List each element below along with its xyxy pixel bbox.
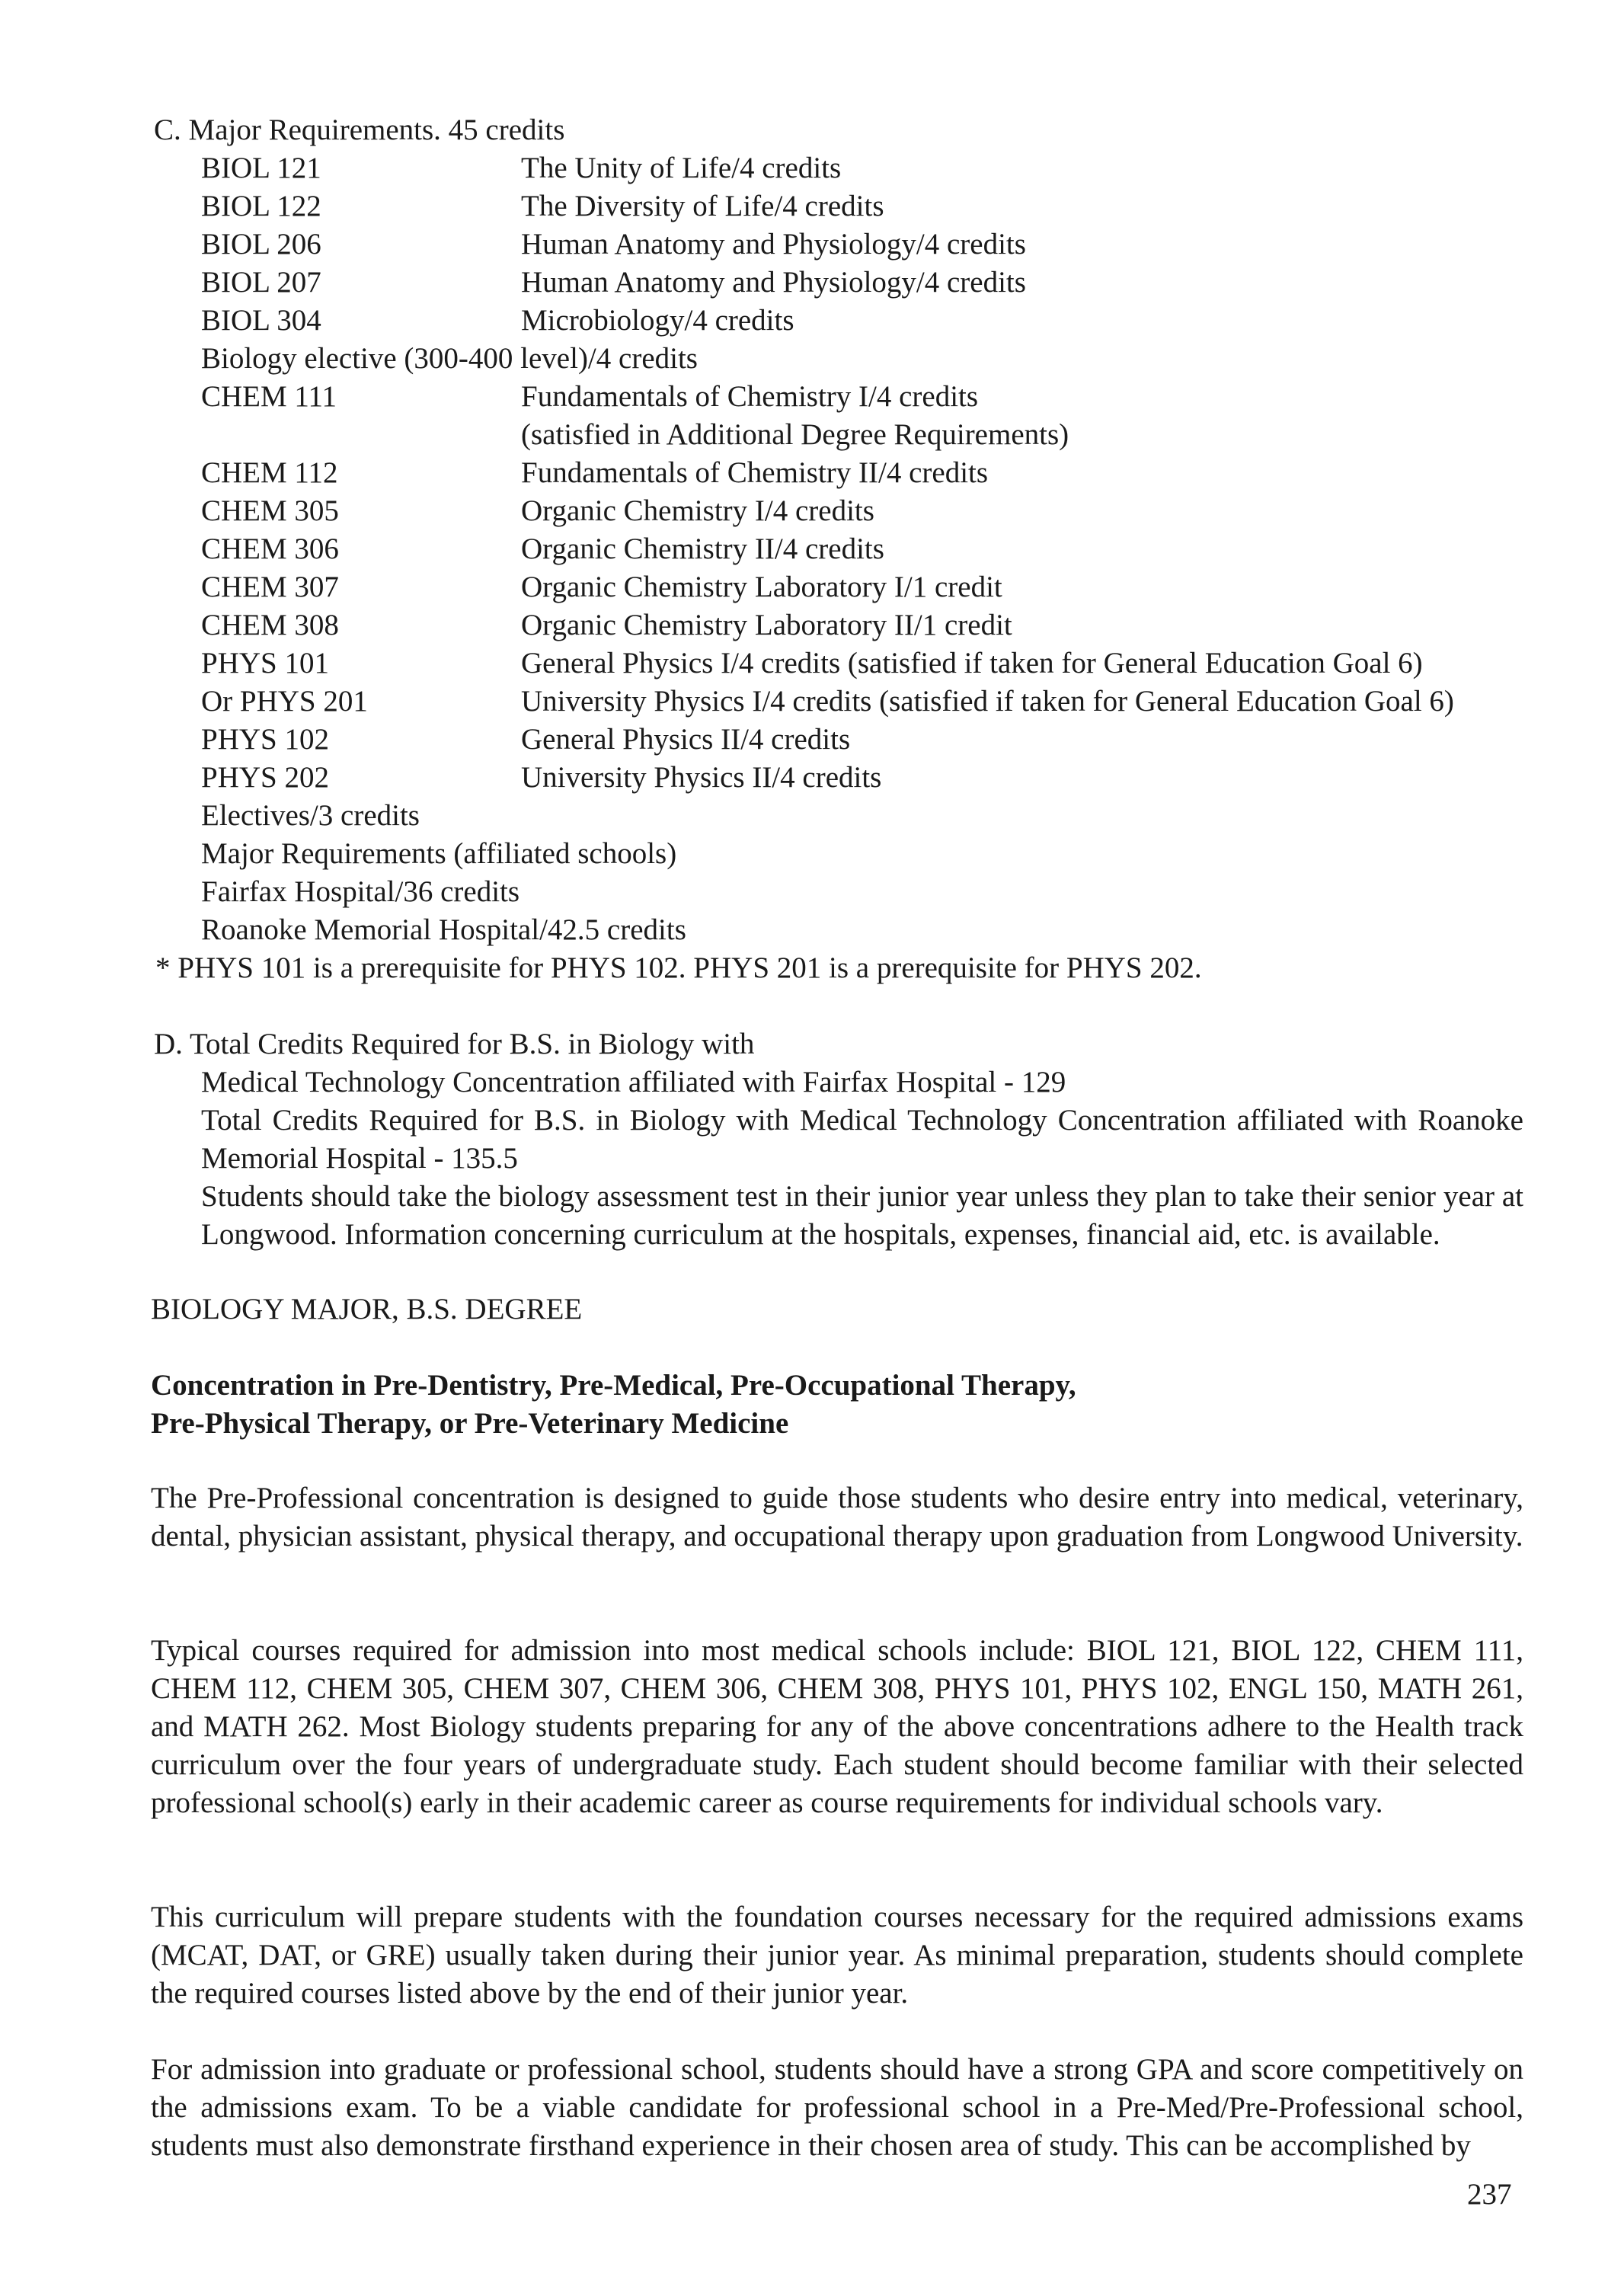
course-title: The Unity of Life/4 credits bbox=[521, 152, 842, 184]
course-title: Microbiology/4 credits bbox=[521, 304, 794, 337]
course-code: CHEM 307 bbox=[201, 571, 339, 603]
course-title: Organic Chemistry Laboratory II/1 credit bbox=[521, 609, 1012, 641]
section-d-roanoke-total: Total Credits Required for B.S. in Biology with Medical Technology Concentration affiliated with Roanoke Memorial Hospital - 135.5 bbox=[201, 1104, 1523, 1175]
concentration-heading-line-1: Concentration in Pre-Dentistry, Pre-Medical, Pre-Occupational Therapy, bbox=[151, 1369, 1076, 1402]
pre-professional-paragraph: The Pre-Professional concentration is designed to guide those students who desire entry into medical, veterinary, dental, physician assistant, physical therapy, and occupational therapy upon graduation from Longwood University. bbox=[151, 1482, 1523, 1553]
course-title: Organic Chemistry Laboratory I/1 credit bbox=[521, 571, 1002, 603]
course-code: CHEM 305 bbox=[201, 494, 339, 527]
course-title: Organic Chemistry I/4 credits bbox=[521, 494, 874, 527]
curriculum-paragraph: This curriculum will prepare students with the foundation courses necessary for the required admissions exams (MCAT, DAT, or GRE) usually taken during their junior year. As minimal preparation, students should complete the required courses listed above by the end of their junior year. bbox=[151, 1901, 1523, 2010]
section-d-fairfax-total: Medical Technology Concentration affiliated with Fairfax Hospital - 129 bbox=[201, 1066, 1066, 1098]
concentration-heading-line-2: Pre-Physical Therapy, or Pre-Veterinary Medicine bbox=[151, 1407, 789, 1440]
section-c-title: C. Major Requirements. 45 credits bbox=[154, 114, 565, 146]
course-code: PHYS 102 bbox=[201, 723, 329, 756]
course-title: Human Anatomy and Physiology/4 credits bbox=[521, 266, 1026, 299]
course-code: CHEM 112 bbox=[201, 456, 338, 489]
course-note: (satisfied in Additional Degree Requirements) bbox=[521, 418, 1069, 451]
course-title: University Physics II/4 credits bbox=[521, 761, 882, 794]
course-title: General Physics I/4 credits (satisfied if taken for General Education Goal 6) bbox=[521, 647, 1423, 680]
section-d-title: D. Total Credits Required for B.S. in Biology with bbox=[154, 1028, 755, 1060]
course-code: PHYS 101 bbox=[201, 647, 329, 680]
affiliated-schools-line: Major Requirements (affiliated schools) bbox=[201, 837, 677, 870]
course-code: PHYS 202 bbox=[201, 761, 329, 794]
course-title: The Diversity of Life/4 credits bbox=[521, 190, 884, 222]
biology-elective: Biology elective (300-400 level)/4 credits bbox=[201, 342, 698, 375]
fairfax-hospital-line: Fairfax Hospital/36 credits bbox=[201, 875, 520, 908]
course-title: University Physics I/4 credits (satisfied if taken for General Education Goal 6) bbox=[521, 685, 1454, 718]
section-d-assessment-note: Students should take the biology assessment test in their junior year unless they plan to take their senior year at Longwood. Information concerning curriculum at the hospitals, expenses, financial aid, etc. is available. bbox=[201, 1180, 1523, 1251]
course-title: Fundamentals of Chemistry I/4 credits bbox=[521, 380, 979, 413]
course-title: Human Anatomy and Physiology/4 credits bbox=[521, 228, 1026, 261]
course-code: CHEM 306 bbox=[201, 532, 339, 565]
admission-paragraph: For admission into graduate or professional school, students should have a strong GPA and score competitively on the admissions exam. To be a viable candidate for professional school in a Pre-Med/Pre-Professional school, students must also demonstrate firsthand experience in their chosen area of study. This can be accomplished by bbox=[151, 2053, 1523, 2162]
course-title: General Physics II/4 credits bbox=[521, 723, 851, 756]
course-code: BIOL 304 bbox=[201, 304, 321, 337]
course-code: BIOL 207 bbox=[201, 266, 321, 299]
course-code: BIOL 121 bbox=[201, 152, 321, 184]
course-code: CHEM 111 bbox=[201, 380, 337, 413]
course-code: CHEM 308 bbox=[201, 609, 339, 641]
course-code: Or PHYS 201 bbox=[201, 685, 368, 718]
course-title: Organic Chemistry II/4 credits bbox=[521, 532, 884, 565]
typical-courses-paragraph: Typical courses required for admission into most medical schools include: BIOL 121, BIOL 122, CHEM 111, CHEM 112, CHEM 305, CHEM 307, CHEM 306, CHEM 308, PHYS 101, PHYS 102, ENGL 150, MATH 261, and MATH 262. Most Biology students preparing for any of the above concentrations adhere to the Health track curriculum over the four years of undergraduate study. Each student should become familiar with their selected professional school(s) early in their academic career as course requirements for individual schools vary. bbox=[151, 1634, 1523, 1819]
course-code: BIOL 206 bbox=[201, 228, 321, 261]
course-title: Fundamentals of Chemistry II/4 credits bbox=[521, 456, 989, 489]
roanoke-hospital-line: Roanoke Memorial Hospital/42.5 credits bbox=[201, 913, 686, 946]
biology-major-heading: BIOLOGY MAJOR, B.S. DEGREE bbox=[151, 1293, 583, 1325]
page-number: 237 bbox=[1467, 2178, 1512, 2211]
prerequisite-footnote: * PHYS 101 is a prerequisite for PHYS 102. PHYS 201 is a prerequisite for PHYS 202. bbox=[155, 951, 1202, 984]
electives-line: Electives/3 credits bbox=[201, 799, 420, 832]
course-code: BIOL 122 bbox=[201, 190, 321, 222]
